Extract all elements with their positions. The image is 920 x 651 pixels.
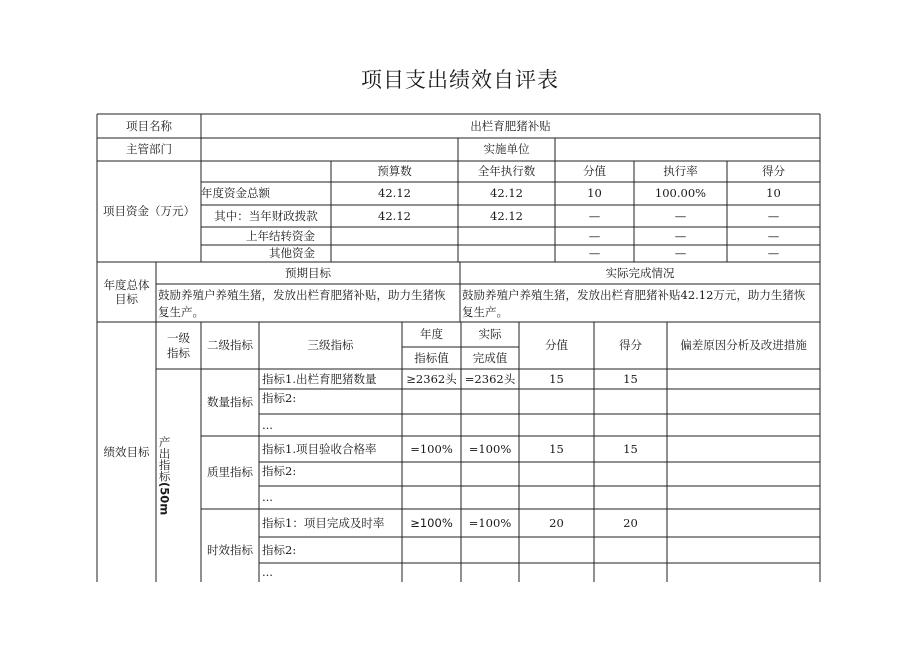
funds-cell — [331, 245, 458, 262]
funds-cell: — — [674, 208, 687, 223]
funds-cell — [458, 245, 555, 262]
indicator-score — [594, 486, 667, 509]
funds-row-label: 年度资金总额 — [201, 186, 270, 201]
indicator-value: 15 — [549, 371, 564, 386]
indicator-name: 指标1：项目完成及时率 — [262, 515, 385, 530]
funds-cell: 42.12 — [378, 186, 411, 201]
perf-header-actual-b: 完成值 — [472, 350, 508, 365]
page-title: 项目支出绩效自评表 — [361, 68, 559, 92]
expected-goal-header: 预期目标 — [285, 265, 331, 280]
perf-header-annual-b: 指标值 — [414, 350, 449, 365]
perf-header-level3: 三级指标 — [307, 338, 354, 353]
expected-goal-text: 鼓励养殖户养殖生猪，发放出栏育肥猪补贴，助力生猪恢复生产。 — [158, 288, 446, 320]
indicator-target — [402, 486, 461, 509]
indicator-actual: =2362头 — [464, 371, 516, 386]
actual-goal-header: 实际完成情况 — [605, 265, 675, 280]
indicator-target — [402, 389, 461, 414]
funds-cell: — — [767, 208, 780, 223]
indicator-target: =100% — [410, 441, 453, 456]
perf-header-annual-a: 年度 — [420, 327, 443, 342]
indicator-name: 指标2: — [262, 464, 297, 479]
indicator-note — [667, 436, 820, 462]
perf-goal-label: 绩效目标 — [103, 444, 150, 459]
funds-cell: 100.00% — [654, 186, 707, 201]
funds-cell: 42.12 — [490, 208, 523, 223]
funds-cell: 42.12 — [378, 208, 411, 223]
funds-cell — [331, 227, 458, 245]
funds-cell: 10 — [587, 186, 602, 201]
impl-unit-value — [555, 138, 820, 161]
funds-row-label: 其中：当年财政拨款 — [214, 208, 318, 223]
perf-header-level1-b: 指标 — [167, 345, 190, 360]
indicator-target: ≥2362头 — [406, 371, 457, 386]
actual-goal-text: 鼓励养殖户养殖生猪，发放出栏育肥猪补贴42.12万元，助力生猪恢复生产。 — [462, 288, 806, 320]
indicator-actual — [461, 462, 519, 486]
funds-header-score-value: 分值 — [583, 164, 606, 179]
indicator-name: 指标1.项目验收合格率 — [262, 441, 377, 456]
funds-cell: — — [588, 208, 601, 223]
funds-cell: — — [767, 246, 780, 261]
funds-cell: — — [767, 228, 780, 243]
indicator-name: 指标1.出栏育肥猪数量 — [262, 371, 377, 386]
indicator-actual: =100% — [468, 441, 512, 456]
dept-label: 主管部门 — [126, 142, 172, 157]
funds-cell — [458, 227, 555, 245]
indicator-score — [594, 414, 667, 436]
indicator-name: 指标2: — [262, 391, 297, 406]
indicator-actual — [461, 486, 519, 509]
indicator-score — [594, 389, 667, 414]
level1-output-tail: (50m — [157, 482, 172, 516]
funds-cell: — — [588, 246, 601, 261]
funds-label: 项目资金（万元） — [103, 204, 195, 219]
indicator-value — [519, 389, 594, 414]
funds-header-exec-rate: 执行率 — [663, 164, 698, 179]
funds-header-budget: 预算数 — [377, 164, 412, 179]
project-name-value: 出栏育肥猪补贴 — [470, 118, 551, 133]
indicator-value: 20 — [549, 515, 564, 530]
level2-name: 质里指标 — [207, 465, 253, 480]
funds-header-executed: 全年执行数 — [477, 164, 536, 179]
indicator-value — [519, 414, 594, 436]
annual-goal-label — [97, 262, 156, 322]
indicator-note — [667, 537, 820, 563]
level2-name: 时效指标 — [207, 543, 253, 558]
funds-row-label: 上年结转资金 — [246, 228, 315, 243]
funds-header-score: 得分 — [762, 164, 785, 179]
indicator-score — [594, 563, 667, 582]
indicator-value — [519, 462, 594, 486]
indicator-target — [402, 563, 461, 582]
indicator-note — [667, 509, 820, 537]
indicator-actual: =100% — [468, 515, 512, 530]
indicator-target — [402, 537, 461, 563]
indicator-name: ... — [262, 417, 273, 432]
indicator-note — [667, 462, 820, 486]
indicator-actual — [461, 537, 519, 563]
indicator-score: 20 — [623, 515, 638, 530]
indicator-actual — [461, 389, 519, 414]
perf-header-level1-a: 一级 — [167, 331, 190, 346]
level1-output-label — [158, 436, 171, 515]
perf-header-score: 得分 — [619, 338, 642, 353]
indicator-value — [519, 486, 594, 509]
perf-header-score-value: 分值 — [545, 338, 568, 353]
indicator-target — [402, 414, 461, 436]
perf-header-deviation: 偏差原因分析及改进措施 — [680, 338, 807, 353]
indicator-target — [402, 462, 461, 486]
level2-name: 数量指标 — [207, 395, 253, 410]
indicator-value — [519, 537, 594, 563]
indicator-note — [667, 563, 820, 582]
dept-value — [201, 138, 458, 161]
level1-output-cn: 产出指标 — [157, 436, 172, 482]
indicator-score — [594, 537, 667, 563]
indicator-target: ≥100% — [410, 515, 453, 530]
indicator-score: 15 — [623, 441, 638, 456]
perf-header-level1 — [156, 322, 201, 369]
indicator-actual — [461, 563, 519, 582]
indicator-note — [667, 389, 820, 414]
impl-unit-label: 实施单位 — [483, 142, 530, 157]
perf-header-level2: 二级指标 — [207, 338, 253, 353]
indicator-score: 15 — [623, 371, 638, 386]
annual-goal-label-line1: 年度总体 — [103, 277, 150, 292]
indicator-note — [667, 414, 820, 436]
indicator-name: 指标2: — [262, 542, 297, 557]
indicator-name: ... — [262, 490, 273, 505]
perf-header-actual-a: 实际 — [478, 327, 502, 342]
indicator-name: ... — [262, 565, 273, 580]
indicator-value: 15 — [549, 441, 564, 456]
indicator-score — [594, 462, 667, 486]
annual-goal-label-line2: 目标 — [115, 292, 138, 306]
indicator-value — [519, 563, 594, 582]
indicator-note — [667, 369, 820, 389]
funds-cell: 42.12 — [490, 186, 523, 201]
project-name-label: 项目名称 — [126, 118, 172, 133]
indicator-note — [667, 486, 820, 509]
funds-row-label: 其他资金 — [269, 246, 315, 261]
funds-cell: 10 — [766, 186, 781, 201]
funds-cell: — — [674, 228, 687, 243]
indicator-actual — [461, 414, 519, 436]
funds-cell: — — [588, 228, 601, 243]
funds-cell: — — [674, 246, 687, 261]
